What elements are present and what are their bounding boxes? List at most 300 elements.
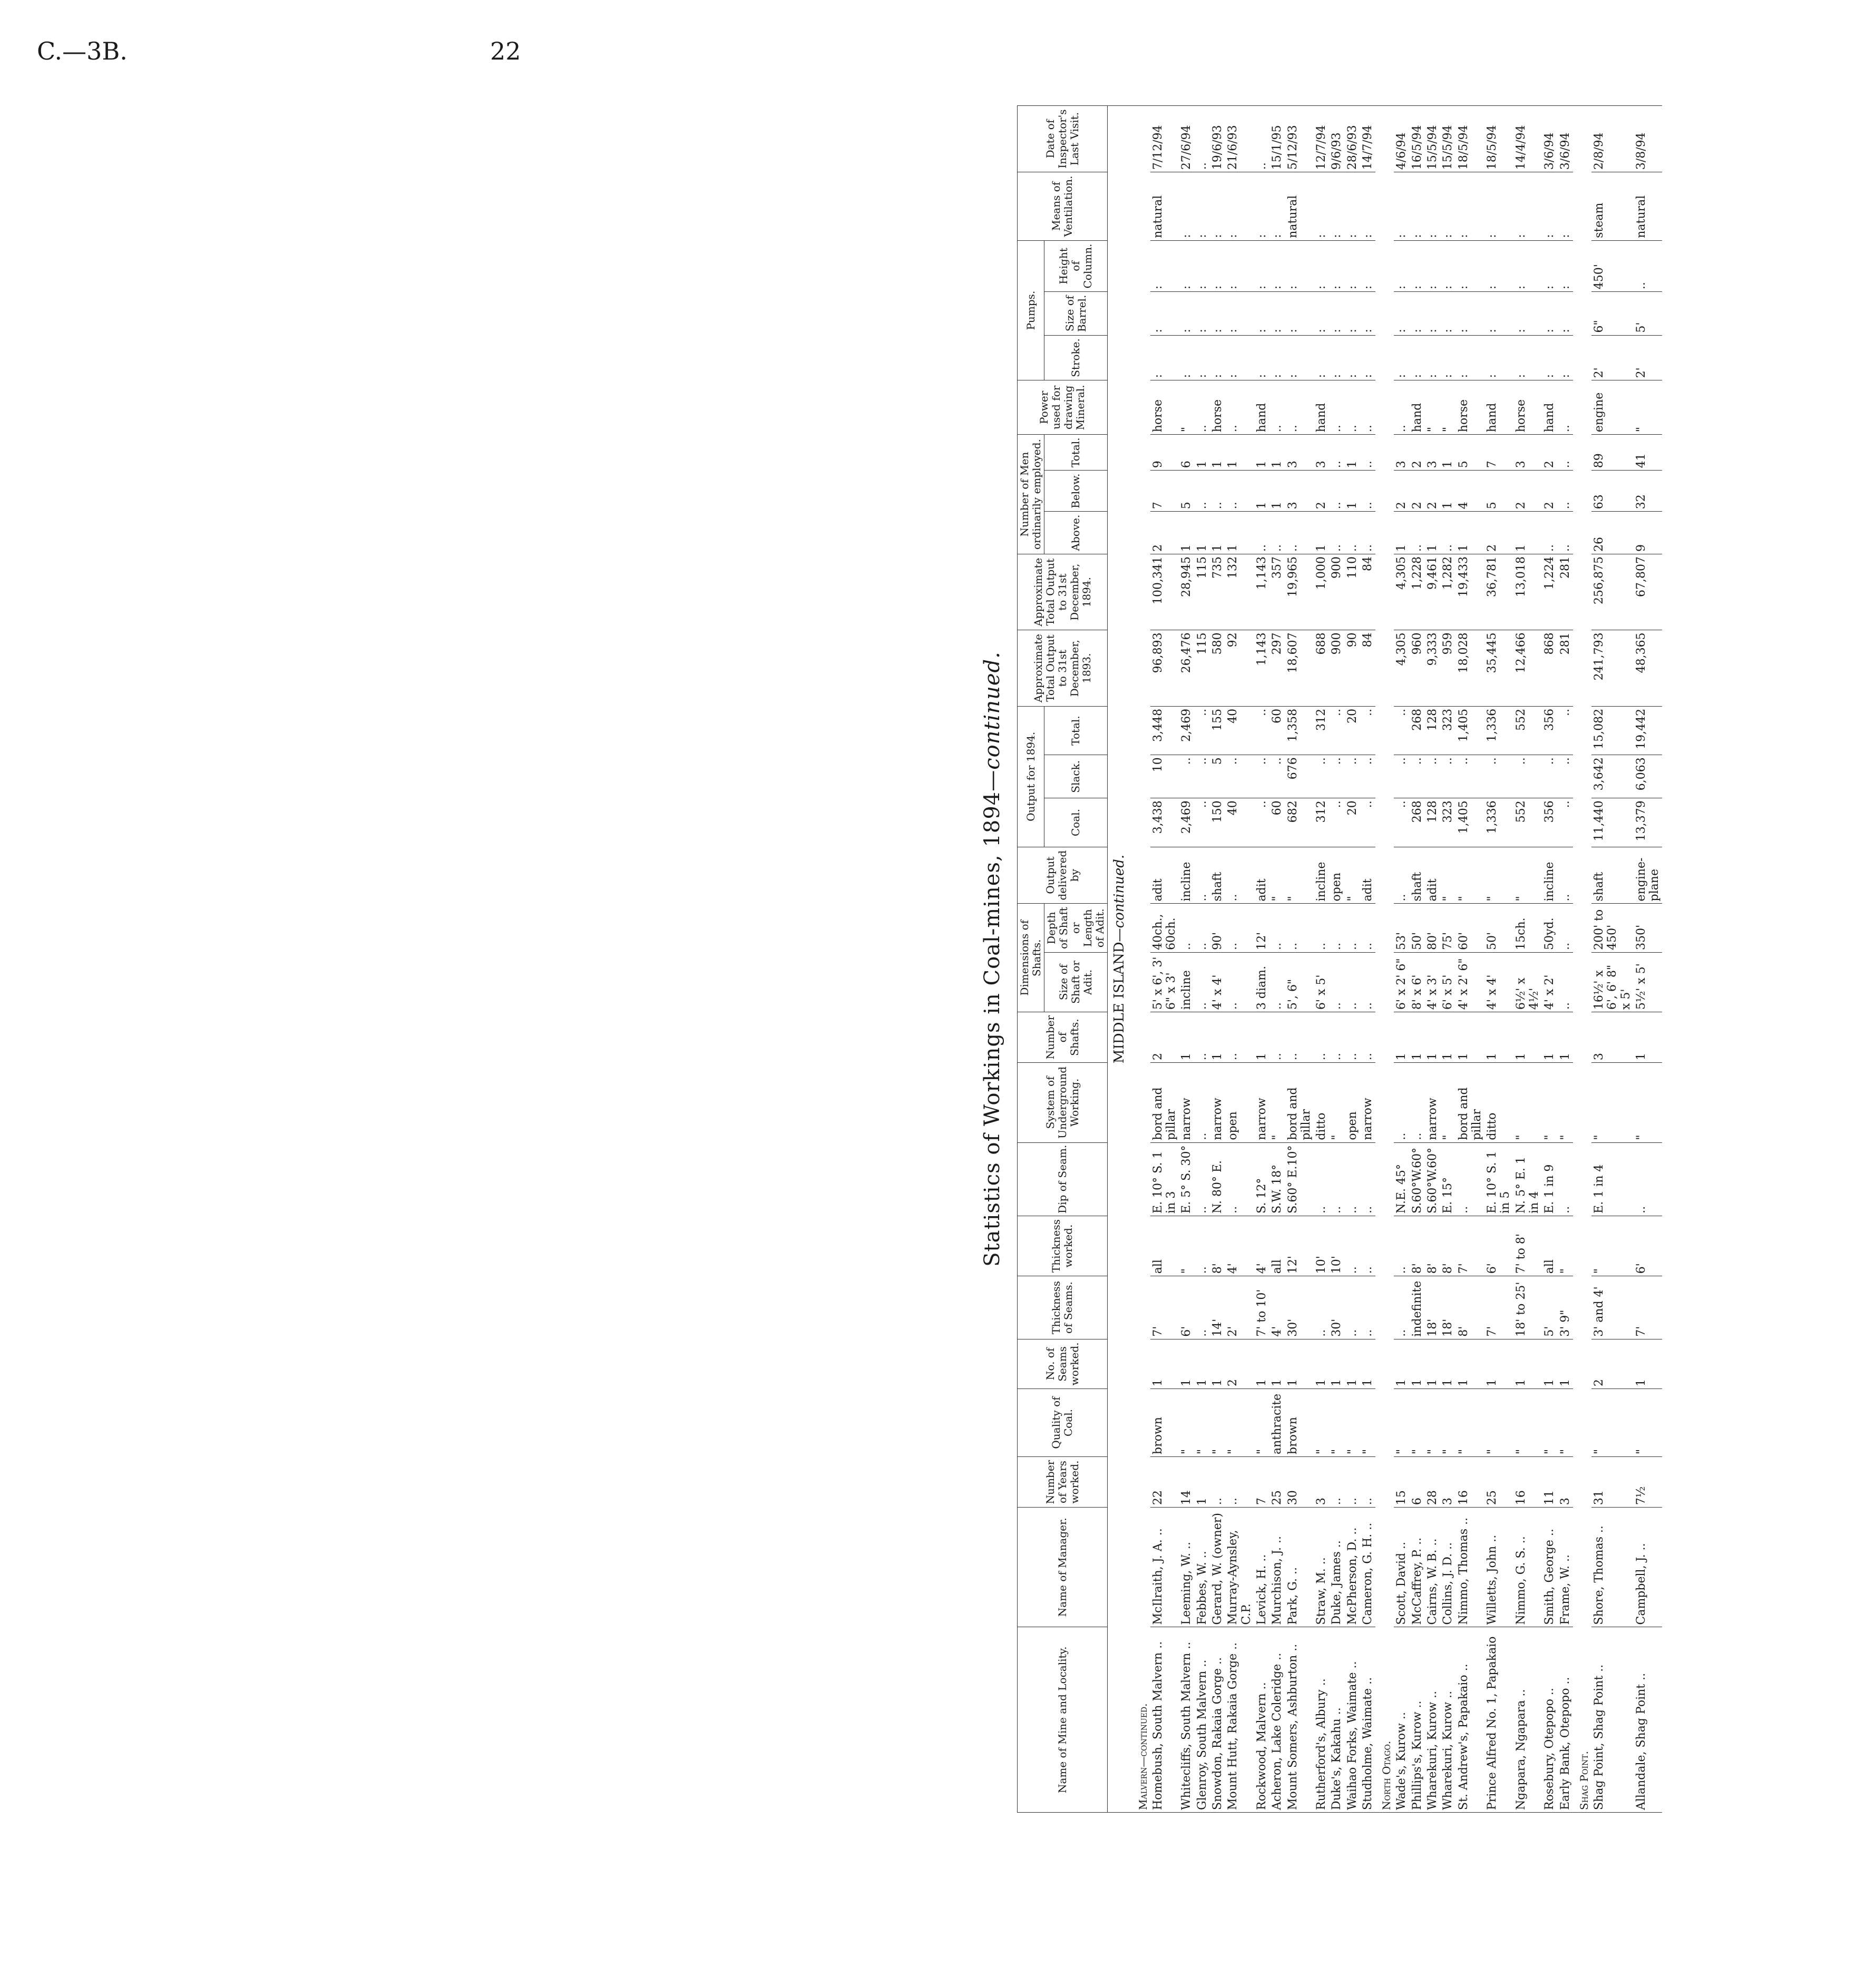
cell-quality: ": [1210, 1389, 1225, 1457]
cell-slack: 3,642: [1591, 755, 1634, 798]
cell-size: ..: [1345, 952, 1360, 1012]
cell-thick: 2': [1225, 1276, 1254, 1339]
cell-mtotal: 6: [1179, 435, 1194, 471]
cell-o94: 1,228: [1410, 554, 1425, 630]
cell-o93: 900: [1329, 630, 1344, 706]
cell-visit: 18/5/94: [1456, 106, 1485, 172]
cell-size: 5½' x 5': [1634, 952, 1663, 1012]
cell-o93: 26,476: [1179, 630, 1194, 706]
cell-system: narrow: [1360, 1063, 1375, 1143]
cell-vent: :: [1484, 172, 1513, 241]
cell-shafts: 1: [1179, 1012, 1194, 1063]
cell-column: :: [1425, 240, 1440, 291]
cell-years: 31: [1591, 1456, 1634, 1507]
cell-dip: S.60°W.60°: [1410, 1142, 1425, 1216]
cell-thick: ..: [1360, 1276, 1375, 1339]
cell-seams: 1: [1425, 1339, 1440, 1388]
cell-quality: ": [1425, 1389, 1440, 1457]
cell-o93: 84: [1360, 630, 1375, 706]
cell-thick: 3' 9": [1558, 1276, 1573, 1339]
cell-manager: Straw, M. ..: [1314, 1508, 1329, 1627]
cell-seams: 1: [1179, 1339, 1194, 1388]
cell-barrel: :: [1195, 292, 1210, 335]
cell-mtotal: 1: [1345, 435, 1360, 471]
cell-o94: 28,945: [1179, 554, 1194, 630]
cell-visit: 2/8/94: [1591, 106, 1634, 172]
cell-name: Acheron, Lake Coleridge ..: [1269, 1627, 1285, 1813]
cell-above: 1: [1195, 512, 1210, 554]
cell-system: ..: [1410, 1063, 1425, 1143]
cell-coal: ..: [1195, 798, 1210, 847]
cell-below: 1: [1269, 471, 1285, 512]
cell-below: ..: [1558, 471, 1573, 512]
cell-stroke: :: [1195, 335, 1210, 380]
col-output-by: Output delivered by: [1018, 847, 1108, 904]
cell-vent: :: [1179, 172, 1194, 241]
cell-coal: 40: [1225, 798, 1254, 847]
cell-years: 1: [1195, 1456, 1210, 1507]
cell-mtotal: 1: [1195, 435, 1210, 471]
col-system: System of Underground Working.: [1018, 1063, 1108, 1143]
table-row: [1542, 106, 1557, 1813]
cell-worked: 8': [1440, 1216, 1455, 1276]
cell-depth: ..: [1285, 904, 1314, 952]
cell-quality: ": [1195, 1389, 1210, 1457]
cell-o94: 19,965: [1285, 554, 1314, 630]
cell-above: 26: [1591, 512, 1634, 554]
cell-vent: :: [1394, 172, 1409, 241]
cell-stroke: :: [1285, 335, 1314, 380]
cell-stroke: :: [1360, 335, 1375, 380]
col-men-above: Above.: [1044, 512, 1108, 554]
cell-o94: 13,018: [1513, 554, 1542, 630]
cell-power: horse: [1210, 380, 1225, 435]
cell-by: engine-plane: [1634, 847, 1663, 904]
cell-mtotal: 2: [1542, 435, 1557, 471]
cell-above: 1: [1314, 512, 1329, 554]
cell-coal: 11,440: [1591, 798, 1634, 847]
cell-depth: ..: [1558, 904, 1573, 952]
table-row: [1254, 106, 1269, 1813]
cell-shafts: 1: [1634, 1012, 1663, 1063]
cell-seams: 1: [1195, 1339, 1210, 1388]
cell-size: 6' x 5': [1314, 952, 1329, 1012]
cell-slack: ..: [1195, 755, 1210, 798]
cell-o93: 688: [1314, 630, 1329, 706]
cell-manager: Nimmo, G. S. ..: [1513, 1508, 1542, 1627]
cell-above: ..: [1440, 512, 1455, 554]
cell-barrel: 6": [1591, 292, 1634, 335]
cell-below: 3: [1285, 471, 1314, 512]
cell-worked: ": [1591, 1216, 1634, 1276]
cell-manager: Willetts, John ..: [1484, 1508, 1513, 1627]
cell-o94: 735: [1210, 554, 1225, 630]
col-men-total: Total.: [1044, 435, 1108, 471]
cell-below: 32: [1634, 471, 1663, 512]
cell-total: 2,469: [1179, 706, 1194, 755]
cell-shafts: ..: [1329, 1012, 1344, 1063]
cell-depth: 350': [1634, 904, 1663, 952]
cell-slack: ..: [1425, 755, 1440, 798]
cell-total: 552: [1513, 706, 1542, 755]
cell-quality: ": [1394, 1389, 1409, 1457]
cell-above: ..: [1410, 512, 1425, 554]
cell-visit: 21/6/93: [1225, 106, 1254, 172]
cell-vent: natural: [1634, 172, 1663, 241]
cell-power: ": [1179, 380, 1194, 435]
cell-seams: 1: [1360, 1339, 1375, 1388]
cell-dip: ..: [1456, 1142, 1485, 1216]
cell-seams: 1: [1513, 1339, 1542, 1388]
cell-vent: :: [1542, 172, 1557, 241]
cell-visit: 28/6/93: [1345, 106, 1360, 172]
cell-column: :: [1314, 240, 1329, 291]
cell-slack: ..: [1225, 755, 1254, 798]
cell-coal: ..: [1254, 798, 1269, 847]
cell-seams: 1: [1345, 1339, 1360, 1388]
cell-seams: 1: [1329, 1339, 1344, 1388]
cell-vent: :: [1456, 172, 1485, 241]
group-label: Malvern—continued.: [1136, 1703, 1149, 1810]
cell-size: 3 diam.: [1254, 952, 1269, 1012]
cell-o94: 36,781: [1484, 554, 1513, 630]
cell-mtotal: 9: [1150, 435, 1179, 471]
cell-manager: Scott, David ..: [1394, 1508, 1409, 1627]
cell-power: hand: [1542, 380, 1557, 435]
cell-above: ..: [1360, 512, 1375, 554]
cell-dip: E. 15°: [1440, 1142, 1455, 1216]
cell-column: :: [1345, 240, 1360, 291]
table-row: [1440, 106, 1455, 1813]
cell-manager: Febbes, W. ..: [1195, 1508, 1210, 1627]
cell-by: ": [1440, 847, 1455, 904]
cell-shafts: 2: [1150, 1012, 1179, 1063]
cell-below: 4: [1456, 471, 1485, 512]
cell-system: ": [1591, 1063, 1634, 1143]
cell-coal: 60: [1269, 798, 1285, 847]
cell-column: :: [1360, 240, 1375, 291]
cell-quality: brown: [1285, 1389, 1314, 1457]
cell-coal: 323: [1440, 798, 1455, 847]
cell-worked: 6': [1634, 1216, 1663, 1276]
cell-years: 6: [1410, 1456, 1425, 1507]
cell-stroke: 2': [1591, 335, 1634, 380]
table-row: [1179, 106, 1194, 1813]
cell-below: ..: [1210, 471, 1225, 512]
cell-depth: 50': [1484, 904, 1513, 952]
cell-thick: 4': [1269, 1276, 1285, 1339]
cell-dip: N. 5° E. 1 in 4: [1513, 1142, 1542, 1216]
col-column: Height of Column.: [1044, 240, 1108, 291]
cell-o94: 4,305: [1394, 554, 1409, 630]
table-row: [1558, 106, 1573, 1813]
cell-manager: Levick, H. ..: [1254, 1508, 1269, 1627]
cell-total: ..: [1254, 706, 1269, 755]
cell-below: 2: [1542, 471, 1557, 512]
cell-stroke: :: [1542, 335, 1557, 380]
cell-above: ..: [1345, 512, 1360, 554]
cell-system: narrow: [1425, 1063, 1440, 1143]
col-output-1894-total: Approximate Total Output to 31st December, 1894.: [1018, 554, 1108, 630]
cell-size: incline: [1179, 952, 1194, 1012]
cell-name: Snowdon, Rakaia Gorge ..: [1210, 1627, 1225, 1813]
table-row: [1269, 106, 1285, 1813]
cell-barrel: :: [1440, 292, 1455, 335]
cell-seams: 1: [1542, 1339, 1557, 1388]
cell-manager: Murchison, J. ..: [1269, 1508, 1285, 1627]
cell-manager: Collins, J. D. ..: [1440, 1508, 1455, 1627]
cell-manager: Smith, George ..: [1542, 1508, 1557, 1627]
cell-thick: ..: [1195, 1276, 1210, 1339]
cell-size: ..: [1195, 952, 1210, 1012]
table-row: [1329, 106, 1344, 1813]
cell-stroke: :: [1254, 335, 1269, 380]
cell-seams: 1: [1440, 1339, 1455, 1388]
cell-mtotal: 1: [1210, 435, 1225, 471]
cell-slack: 5: [1210, 755, 1225, 798]
cell-power: hand: [1314, 380, 1329, 435]
cell-years: 25: [1484, 1456, 1513, 1507]
cell-thick: indefinite: [1410, 1276, 1425, 1339]
cell-worked: 4': [1225, 1216, 1254, 1276]
table-title: [980, 105, 1004, 1813]
cell-total: 60: [1269, 706, 1285, 755]
col-men: Number of Men ordinarily employed.: [1018, 435, 1044, 554]
cell-visit: 14/7/94: [1360, 106, 1375, 172]
cell-size: 5' x 6', 3' 6" x 3': [1150, 952, 1179, 1012]
table-row: [1285, 106, 1314, 1813]
cell-size: 5', 6": [1285, 952, 1314, 1012]
cell-manager: McIlraith, J. A. ..: [1150, 1508, 1179, 1627]
cell-depth: 50': [1410, 904, 1425, 952]
cell-manager: Shore, Thomas ..: [1591, 1508, 1634, 1627]
cell-power: hand: [1484, 380, 1513, 435]
cell-o94: 1,224: [1542, 554, 1557, 630]
col-name-locality: Name of Mine and Locality.: [1018, 1627, 1108, 1813]
cell-column: ..: [1634, 240, 1663, 291]
table-row: [1360, 106, 1375, 1813]
cell-column: :: [1558, 240, 1573, 291]
cell-o94: 1,282: [1440, 554, 1455, 630]
cell-above: 2: [1484, 512, 1513, 554]
cell-column: :: [1179, 240, 1194, 291]
cell-total: ..: [1195, 706, 1210, 755]
cell-visit: 9/6/93: [1329, 106, 1344, 172]
cell-thick: 6': [1179, 1276, 1194, 1339]
cell-seams: 1: [1558, 1339, 1573, 1388]
cell-years: 30: [1285, 1456, 1314, 1507]
cell-name: Wharekuri, Kurow ..: [1440, 1627, 1455, 1813]
cell-by: open: [1329, 847, 1344, 904]
cell-stroke: :: [1210, 335, 1225, 380]
cell-worked: all: [1150, 1216, 1179, 1276]
table-row: [1394, 106, 1409, 1813]
cell-thick: 18': [1425, 1276, 1440, 1339]
cell-vent: :: [1269, 172, 1285, 241]
cell-seams: 1: [1410, 1339, 1425, 1388]
cell-size: 8' x 6': [1410, 952, 1425, 1012]
cell-manager: Cairns, W. B. ..: [1425, 1508, 1440, 1627]
cell-o93: 9,333: [1425, 630, 1440, 706]
cell-depth: ..: [1329, 904, 1344, 952]
cell-o93: 4,305: [1394, 630, 1409, 706]
cell-o93: 12,466: [1513, 630, 1542, 706]
cell-name: Waihao Forks, Waimate ..: [1345, 1627, 1360, 1813]
cell-manager: Cameron, G. H. ..: [1360, 1508, 1375, 1627]
cell-by: ": [1345, 847, 1360, 904]
cell-visit: ..: [1195, 106, 1210, 172]
cell-total: 40: [1225, 706, 1254, 755]
cell-mtotal: ..: [1360, 435, 1375, 471]
cell-barrel: :: [1456, 292, 1485, 335]
cell-mtotal: 41: [1634, 435, 1663, 471]
cell-seams: 1: [1269, 1339, 1285, 1388]
cell-stroke: :: [1425, 335, 1440, 380]
cell-visit: 15/5/94: [1425, 106, 1440, 172]
cell-total: 1,405: [1456, 706, 1485, 755]
cell-barrel: :: [1269, 292, 1285, 335]
table-row: [1150, 106, 1179, 1813]
cell-years: ..: [1360, 1456, 1375, 1507]
cell-visit: 12/7/94: [1314, 106, 1329, 172]
cell-quality: anthracite: [1269, 1389, 1285, 1457]
cell-seams: 1: [1254, 1339, 1269, 1388]
cell-vent: natural: [1150, 172, 1179, 241]
cell-depth: 75': [1440, 904, 1455, 952]
cell-quality: ": [1634, 1389, 1663, 1457]
cell-o93: 580: [1210, 630, 1225, 706]
cell-barrel: :: [1513, 292, 1542, 335]
cell-total: 3,448: [1150, 706, 1179, 755]
cell-dip: ..: [1225, 1142, 1254, 1216]
cell-column: :: [1456, 240, 1485, 291]
cell-vent: :: [1314, 172, 1329, 241]
cell-thick: ..: [1314, 1276, 1329, 1339]
cell-above: 1: [1179, 512, 1194, 554]
cell-shafts: 1: [1254, 1012, 1269, 1063]
cell-slack: ..: [1360, 755, 1375, 798]
cell-above: 1: [1513, 512, 1542, 554]
cell-quality: ": [1329, 1389, 1344, 1457]
cell-o94: 110: [1345, 554, 1360, 630]
cell-size: 6' x 2' 6": [1394, 952, 1409, 1012]
cell-dip: N. 80° E.: [1210, 1142, 1225, 1216]
cell-worked: 7' to 8': [1513, 1216, 1542, 1276]
col-dimensions: Dimensions of Shafts.: [1018, 904, 1044, 1012]
cell-mtotal: ..: [1558, 435, 1573, 471]
cell-thick: 7' to 10': [1254, 1276, 1269, 1339]
table-row: [1591, 106, 1634, 1813]
table-row: [1314, 106, 1329, 1813]
table-row: [1345, 106, 1360, 1813]
cell-depth: 90': [1210, 904, 1225, 952]
cell-visit: 18/5/94: [1484, 106, 1513, 172]
cell-system: ditto: [1484, 1063, 1513, 1143]
cell-slack: 10: [1150, 755, 1179, 798]
cell-mtotal: 1: [1440, 435, 1455, 471]
cell-seams: 2: [1225, 1339, 1254, 1388]
cell-dip: E. 10° S. 1 in 5: [1484, 1142, 1513, 1216]
cell-total: 128: [1425, 706, 1440, 755]
cell-barrel: :: [1425, 292, 1440, 335]
cell-barrel: :: [1285, 292, 1314, 335]
cell-years: 3: [1314, 1456, 1329, 1507]
cell-column: :: [1210, 240, 1225, 291]
cell-barrel: :: [1210, 292, 1225, 335]
cell-size: 4' x 4': [1484, 952, 1513, 1012]
cell-coal: ..: [1360, 798, 1375, 847]
cell-worked: ..: [1195, 1216, 1210, 1276]
cell-below: ..: [1225, 471, 1254, 512]
cell-column: :: [1195, 240, 1210, 291]
cell-total: 155: [1210, 706, 1225, 755]
cell-thick: 14': [1210, 1276, 1225, 1339]
cell-barrel: 5': [1634, 292, 1663, 335]
cell-coal: 128: [1425, 798, 1440, 847]
cell-by: adit: [1150, 847, 1179, 904]
cell-dip: ..: [1314, 1142, 1329, 1216]
cell-column: :: [1394, 240, 1409, 291]
cell-column: :: [1225, 240, 1254, 291]
cell-o94: 132: [1225, 554, 1254, 630]
cell-barrel: :: [1360, 292, 1375, 335]
cell-visit: 16/5/94: [1410, 106, 1425, 172]
cell-shafts: ..: [1225, 1012, 1254, 1063]
cell-barrel: :: [1394, 292, 1409, 335]
cell-dip: E. 10° S. 1 in 3: [1150, 1142, 1179, 1216]
cell-power: ..: [1360, 380, 1375, 435]
cell-barrel: :: [1150, 292, 1179, 335]
cell-o93: 96,893: [1150, 630, 1179, 706]
cell-name: Studholme, Waimate ..: [1360, 1627, 1375, 1813]
cell-power: ..: [1329, 380, 1344, 435]
cell-manager: Duke, James ..: [1329, 1508, 1344, 1627]
cell-slack: ..: [1410, 755, 1425, 798]
cell-slack: ..: [1179, 755, 1194, 798]
cell-below: 2: [1425, 471, 1440, 512]
cell-depth: 50yd.: [1542, 904, 1557, 952]
cell-below: 7: [1150, 471, 1179, 512]
cell-coal: 3,438: [1150, 798, 1179, 847]
cell-thick: 30': [1285, 1276, 1314, 1339]
cell-name: Mount Somers, Ashburton ..: [1285, 1627, 1314, 1813]
cell-above: 1: [1425, 512, 1440, 554]
cell-power: ..: [1225, 380, 1254, 435]
cell-quality: ": [1314, 1389, 1329, 1457]
cell-depth: ..: [1360, 904, 1375, 952]
cell-slack: ..: [1484, 755, 1513, 798]
cell-size: 16½' x 6', 6' 8" x 5': [1591, 952, 1634, 1012]
col-years: Number of Years worked.: [1018, 1456, 1108, 1507]
cell-total: 268: [1410, 706, 1425, 755]
cell-o94: 9,461: [1425, 554, 1440, 630]
cell-total: ..: [1558, 706, 1573, 755]
cell-dip: ..: [1634, 1142, 1663, 1216]
cell-total: 312: [1314, 706, 1329, 755]
cell-coal: 1,336: [1484, 798, 1513, 847]
cell-depth: 53': [1394, 904, 1409, 952]
cell-size: ..: [1269, 952, 1285, 1012]
cell-quality: ": [1558, 1389, 1573, 1457]
cell-shafts: 3: [1591, 1012, 1634, 1063]
cell-column: :: [1410, 240, 1425, 291]
cell-total: ..: [1394, 706, 1409, 755]
cell-o93: 1,143: [1254, 630, 1269, 706]
cell-shafts: ..: [1195, 1012, 1210, 1063]
col-slack: Slack.: [1044, 755, 1108, 798]
cell-barrel: :: [1410, 292, 1425, 335]
cell-power: hand: [1410, 380, 1425, 435]
